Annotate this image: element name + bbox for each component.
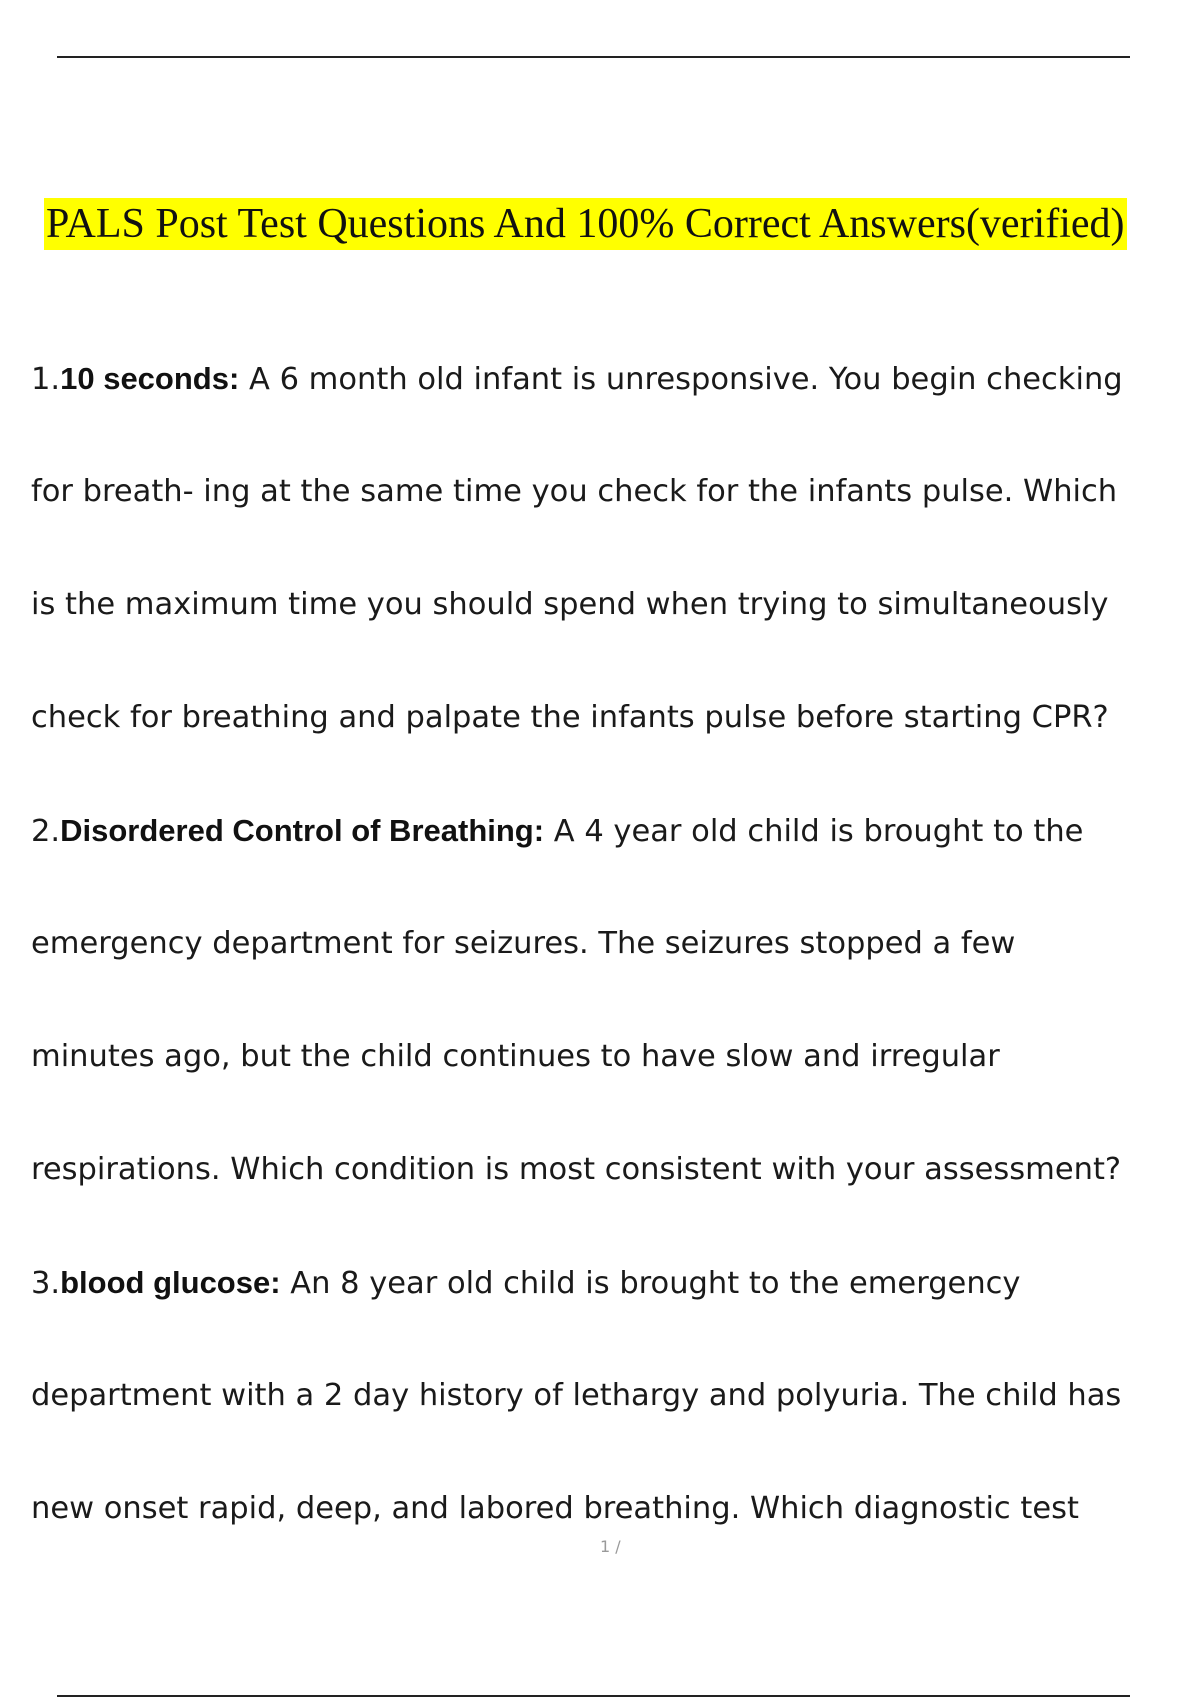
- answer-term: Disordered Control of Breathing:: [60, 813, 545, 848]
- answer-term: 10 seconds:: [60, 361, 240, 396]
- bottom-rule: [57, 1695, 1130, 1697]
- question-number: 2.: [31, 814, 61, 849]
- question-number: 1.: [31, 362, 61, 397]
- question-3-line-2: department with a 2 day history of lethargy and polyuria. The child has: [31, 1378, 1122, 1413]
- question-2-line-3: minutes ago, but the child continues to have slow and irregular: [31, 1039, 1000, 1074]
- answer-term: blood glucose:: [60, 1265, 281, 1300]
- question-1-line-4: check for breathing and palpate the infants pulse before starting CPR?: [31, 700, 1109, 735]
- document-title: PALS Post Test Questions And 100% Correct Answers(verified): [44, 198, 1127, 250]
- question-3-line-3: new onset rapid, deep, and labored breathing. Which diagnostic test: [31, 1491, 1079, 1526]
- top-rule: [57, 56, 1130, 58]
- page-number: 1 /: [600, 1537, 621, 1556]
- question-2-line-1: [31, 811, 1181, 852]
- question-2-line-4: respirations. Which condition is most consistent with your assessment?: [31, 1152, 1122, 1187]
- question-text: A 6 month old infant is unresponsive. You begin checking: [239, 362, 1123, 397]
- question-1-line-3: is the maximum time you should spend when trying to simultaneously: [31, 587, 1109, 622]
- question-1-line-1: [31, 359, 1181, 400]
- title-block: [44, 198, 1194, 250]
- question-number: 3.: [31, 1266, 61, 1301]
- question-3-line-1: [31, 1263, 1181, 1304]
- question-text: An 8 year old child is brought to the emergency: [280, 1266, 1021, 1301]
- question-text: A 4 year old child is brought to the: [544, 814, 1084, 849]
- question-2-line-2: emergency department for seizures. The seizures stopped a few: [31, 926, 1016, 961]
- question-1-line-2: for breath- ing at the same time you check for the infants pulse. Which: [31, 474, 1118, 509]
